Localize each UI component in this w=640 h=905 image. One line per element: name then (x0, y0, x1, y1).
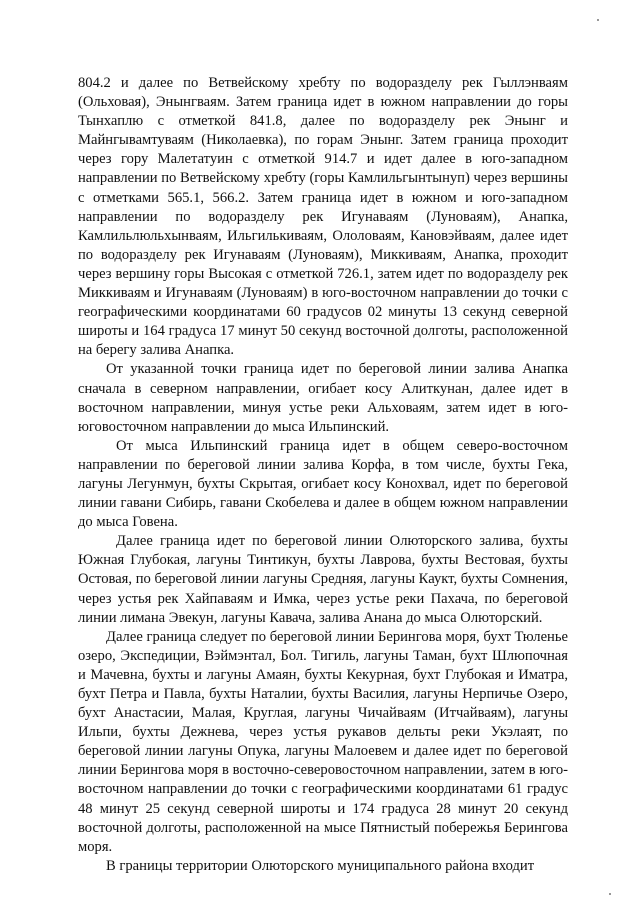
paragraph-bering-sea: Далее граница следует по береговой линии Берингова моря, бухт Тюленье озеро, Экспедиции, Вэймэнтал, Бол. Тигиль, лагуны Таман, бухт Шлюпочная и Мачевна, бухты и лагуны Амаян, бухты Кекурная, бухт Глубокая и Иматра, бухт Петра и Павла, бухты Наталии, бухты Василия, лагуны Нерпичье Озеро, бухт Анастасии, Малая, Круглая, лагуны Чичайваям (Итчайваям), лагуны Ильпи, бухты Дежнева, через устья рукавов дельты реки Укэлаят, по береговой линии лагуны Опука, лагуны Малоевем и далее идет по береговой линии Берингова моря в восточно-северовосточном направлении, затем в юго-восточном направлении до точки с географическими координатами 61 градус 48 минут 25 секунд северной широты и 174 градуса 28 минут 20 секунд восточной долготы, расположенной на мысе Пятнистый побережья Берингова моря. (78, 628, 568, 855)
scan-speck (597, 19, 599, 21)
paragraph-korfa-bay: От мыса Ильпинский граница идет в общем северо-восточном направлении по береговой линии залива Корфа, в том числе, бухты Гека, лагуны Легунмун, бухты Скрытая, огибает косу Конохвал, идет по береговой линии гавани Сибирь, гавани Скобелева и далее в общем южном направлении до мыса Говена. (78, 437, 568, 531)
paragraph-anapka-bay: От указанной точки граница идет по береговой линии залива Анапка сначала в северном направлении, огибает косу Алиткунан, далее идет в восточном направлении, минуя устье реки Альховаям, затем идет в юго-юговосточном направлении до мыса Ильпинский. (78, 361, 568, 435)
paragraph-district-territory: В границы территории Олюторского муниципального района входит (106, 857, 535, 874)
scan-speck (609, 893, 611, 895)
document-body (78, 74, 568, 876)
paragraph-watershed-boundary: 804.2 и далее по Ветвейскому хребту по водоразделу рек Гыллэнваям (Ольховая), Энынгваям. Затем граница идет в южном направлении до горы Тынхаплю с отметкой 841.8, далее по водоразделу рек Энынг и Майнгывамтуваям (Николаевка), по горам Энынг. Затем граница проходит через гору Малетатуин с отметкой 914.7 и идет далее в юго-западном направлении по Ветвейскому хребту (горы Камлильгынтынуп) через вершины с отметками 565.1, 566.2. Затем граница идет в южном и юго-западном направлении по водоразделу рек Игунаваям (Луноваям), Анапка, Камлильлюльхынваям, Ильгилькиваям, Ололоваям, Кановэйваям, далее идет по водоразделу рек Игунаваям (Луноваям), Миккиваям, Анапка, проходит через вершину горы Высокая с отметкой 726.1, затем идет по водоразделу рек Миккиваям и Игунаваям (Луноваям) в юго-восточном направлении до точки с географическими координатами 60 градусов 02 минуты 13 секунд северной широты и 164 градуса 17 минут 50 секунд восточной долготы, расположенной на берегу залива Анапка. (78, 75, 568, 359)
paragraph-olyutorsky-bay: Далее граница идет по береговой линии Олюторского залива, бухты Южная Глубокая, лагуны Тинтикун, бухты Лаврова, бухты Вестовая, бухты Остовая, по береговой линии лагуны Средняя, лагуны Каукт, бухты Сомнения, через устья рек Хайпаваям и Имка, через устье реки Пахача, по береговой линии лимана Эвекун, лагуны Кавача, залива Анана до мыса Олюторский. (78, 533, 568, 626)
